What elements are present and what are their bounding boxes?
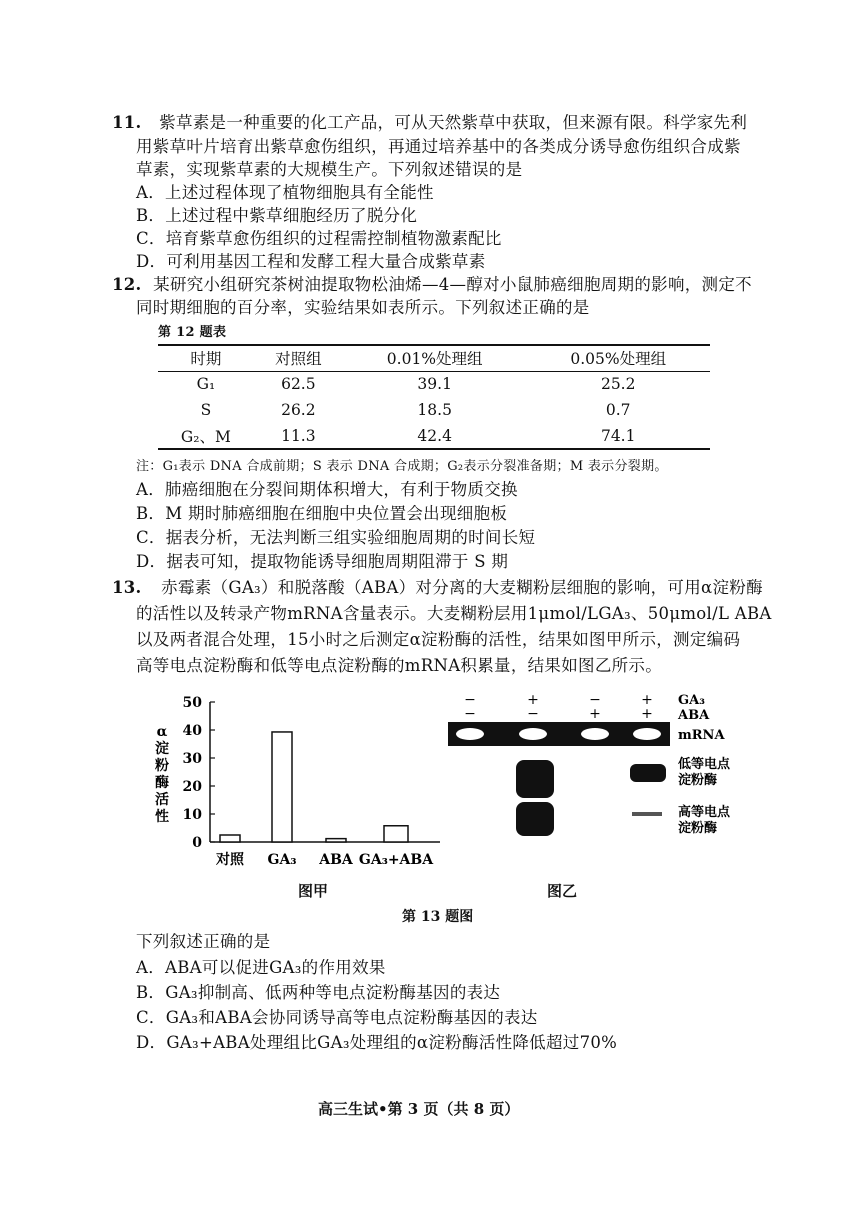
table-header-cell: 对照组	[275, 350, 322, 369]
ga3-sign-lane-4: +	[641, 692, 653, 708]
q11-option-d[interactable]: D．可利用基因工程和发酵工程大量合成紫草素	[136, 252, 486, 271]
q13-figure-caption: 第 13 题图	[402, 909, 474, 925]
q13-option-d[interactable]: D．GA₃+ABA处理组比GA₃处理组的α淀粉酶活性降低超过70%	[136, 1033, 618, 1052]
y-tick-label: 0	[192, 835, 202, 851]
table-cell: G₁	[196, 375, 216, 394]
q12-data-table	[158, 344, 710, 450]
table-cell: 42.4	[417, 426, 452, 445]
mrna-label: mRNA	[678, 728, 725, 743]
figure-b-label: 图乙	[547, 882, 578, 900]
q13-option-b[interactable]: B．GA₃抑制高、低两种等电点淀粉酶基因的表达	[136, 983, 501, 1002]
ga3-sign-lane-1: −	[464, 692, 476, 708]
high-pi-label-2: 淀粉酶	[678, 821, 718, 836]
q13-line-1	[112, 577, 763, 599]
table-header-cell: 0.01%处理组	[386, 350, 483, 369]
x-category-label: GA₃	[267, 852, 297, 868]
bar	[384, 826, 408, 842]
chart-a-plot	[154, 695, 440, 868]
low-pi-band-lane-2	[516, 760, 554, 798]
mrna-band-lane-1	[456, 728, 484, 740]
aba-sign-lane-2: −	[527, 706, 539, 722]
table-cell: 25.2	[600, 375, 636, 394]
q13-stem-1: 赤霉素（GA₃）和脱落酸（ABA）对分离的大麦糊粉层细胞的影响，可用α淀粉酶	[161, 578, 763, 597]
aba-sign-lane-4: +	[641, 706, 653, 722]
ga3-row-label: GA₃	[678, 693, 705, 708]
x-category-label: GA₃+ABA	[358, 852, 434, 868]
high-pi-label-1: 高等电点	[678, 805, 731, 820]
aba-sign-lane-1: −	[464, 706, 476, 722]
mrna-band-lane-4	[633, 728, 661, 740]
q11-stem-2: 用紫草叶片培育出紫草愈伤组织，再通过培养基中的各类成分诱导愈伤组织合成紫	[136, 137, 741, 156]
figure-a-label: 图甲	[298, 882, 329, 900]
y-axis-label-char: α	[156, 724, 168, 740]
q12-option-d[interactable]: D．据表可知，提取物能诱导细胞周期阻滞于 S 期	[136, 552, 509, 571]
page-footer: 高三生试•第 3 页（共 8 页）	[318, 1100, 520, 1118]
table-cell: 18.5	[417, 401, 452, 419]
table-cell: 62.5	[281, 375, 316, 394]
table-cell: 74.1	[600, 426, 636, 445]
q11-option-b[interactable]: B．上述过程中紫草细胞经历了脱分化	[136, 206, 418, 225]
y-tick-label: 10	[182, 807, 202, 823]
figure-b-gel	[440, 688, 770, 848]
table-cell: S	[200, 401, 212, 419]
table-cell: 0.7	[605, 401, 631, 419]
table-cell: G₂、M	[180, 427, 231, 446]
y-axis-label-char: 性	[155, 809, 169, 825]
high-pi-band-lane-2	[516, 802, 554, 836]
mrna-band-lane-3	[581, 728, 609, 740]
x-category-label: ABA	[319, 852, 353, 868]
q12-option-b[interactable]: B．M 期时肺癌细胞在细胞中央位置会出现细胞板	[136, 504, 508, 523]
q13-lead: 下列叙述正确的是	[136, 932, 271, 951]
q12-table-caption: 第 12 题表	[158, 325, 227, 340]
table-cell: 11.3	[281, 426, 316, 445]
y-axis-label-char: 粉	[155, 758, 169, 774]
q12-option-a[interactable]: A．肺癌细胞在分裂间期体积增大，有利于物质交换	[136, 480, 518, 499]
q13-option-a[interactable]: A．ABA可以促进GA₃的作用效果	[136, 958, 386, 977]
q11-stem-3: 草素，实现紫草素的大规模生产。下列叙述错误的是	[136, 160, 523, 179]
table-cell: 26.2	[281, 401, 316, 419]
aba-row-label: ABA	[678, 708, 710, 723]
y-tick-label: 20	[182, 779, 202, 795]
q12-number: 12.	[112, 275, 142, 294]
q13-stem-2: 的活性以及转录产物mRNA含量表示。大麦糊粉层用1μmol/LGA₃、50μmol/L ABA	[136, 604, 772, 623]
q11-option-c[interactable]: C．培育紫草愈伤组织的过程需控制植物激素配比	[136, 229, 502, 248]
y-axis-label-char: 酶	[155, 775, 169, 791]
ga3-sign-lane-2: +	[527, 692, 539, 708]
q11-line-1	[112, 112, 747, 134]
x-category-label: 对照	[216, 852, 244, 868]
table-header-cell: 时期	[190, 350, 222, 369]
q13-stem-3: 以及两者混合处理，15小时之后测定α淀粉酶的活性，结果如图甲所示，测定编码	[136, 630, 741, 649]
low-pi-label-2: 淀粉酶	[678, 773, 718, 788]
bar	[220, 835, 240, 842]
high-pi-band-lane-4	[632, 812, 662, 816]
figure-a-bar-chart	[150, 690, 450, 890]
q11-stem-1: 紫草素是一种重要的化工产品，可从天然紫草中获取，但来源有限。科学家先利	[159, 113, 748, 132]
low-pi-label-1: 低等电点	[678, 757, 731, 772]
q12-table-note: 注：G₁表示 DNA 合成前期；S 表示 DNA 合成期；G₂表示分裂准备期；M 表示分裂期。	[136, 459, 668, 474]
q12-line-1	[112, 274, 752, 296]
table-row	[158, 397, 710, 423]
q12-stem-1: 某研究小组研究茶树油提取物松油烯—4—醇对小鼠肺癌细胞周期的影响，测定不	[153, 275, 752, 294]
y-tick-label: 30	[182, 751, 202, 767]
table-cell: 39.1	[417, 375, 452, 394]
low-pi-band-lane-4	[630, 764, 666, 782]
mrna-band-lane-2	[519, 728, 547, 740]
y-tick-label: 40	[182, 723, 202, 739]
table-row	[158, 371, 710, 397]
y-axis-label-char: 淀	[155, 741, 169, 757]
q11-option-a[interactable]: A．上述过程体现了植物细胞具有全能性	[136, 183, 434, 202]
ga3-sign-lane-3: −	[589, 692, 601, 708]
y-axis-label-char: 活	[155, 792, 169, 808]
q12-option-c[interactable]: C．据表分析，无法判断三组实验细胞周期的时间长短	[136, 528, 536, 547]
q11-number: 11.	[112, 113, 142, 132]
q13-option-c[interactable]: C．GA₃和ABA会协同诱导高等电点淀粉酶基因的表达	[136, 1008, 538, 1027]
table-row	[158, 423, 710, 449]
bar	[272, 732, 292, 842]
q13-stem-4: 高等电点淀粉酶和低等电点淀粉酶的mRNA积累量，结果如图乙所示。	[136, 656, 663, 675]
table-header-cell: 0.05%处理组	[570, 350, 667, 369]
aba-sign-lane-3: +	[589, 706, 601, 722]
y-tick-label: 50	[182, 695, 202, 711]
q12-stem-2: 同时期细胞的百分率，实验结果如表所示。下列叙述正确的是	[136, 298, 590, 317]
bar	[326, 839, 346, 842]
q13-number: 13.	[112, 578, 142, 597]
table-header-row	[158, 345, 710, 371]
